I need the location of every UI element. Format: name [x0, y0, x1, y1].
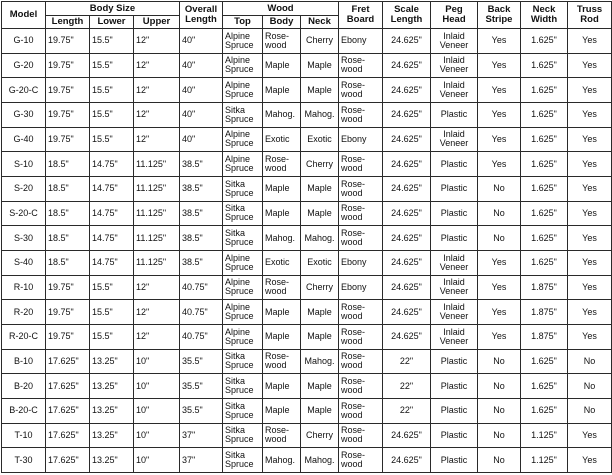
cell-body-wood: Rose- wood — [263, 152, 301, 177]
cell-peg-head: Plastic — [431, 176, 478, 201]
cell-body-wood: Rose- wood — [263, 29, 301, 54]
cell-top-wood: Alpine Spruce — [223, 300, 263, 325]
cell-scale-length: 24.625" — [383, 275, 431, 300]
cell-body-wood: Mahog. — [263, 226, 301, 251]
cell-scale-length: 22" — [383, 349, 431, 374]
cell-neck-width: 1.875" — [521, 324, 568, 349]
cell-peg-head: Plastic — [431, 374, 478, 399]
cell-neck-width: 1.625" — [521, 176, 568, 201]
cell-lower: 13.25" — [90, 423, 134, 448]
cell-back-stripe: Yes — [478, 29, 521, 54]
table-row — [2, 226, 612, 251]
cell-truss-rod: Yes — [568, 29, 612, 54]
cell-fret-board: Ebony — [339, 127, 383, 152]
cell-back-stripe: Yes — [478, 78, 521, 103]
cell-model: T-10 — [2, 423, 46, 448]
cell-body-wood: Rose- wood — [263, 423, 301, 448]
cell-fret-board: Ebony — [339, 29, 383, 54]
cell-overall-length: 38.5" — [180, 226, 223, 251]
cell-length: 19.75" — [46, 275, 90, 300]
cell-length: 18.5" — [46, 250, 90, 275]
cell-top-wood: Sitka Spruce — [223, 398, 263, 423]
cell-lower: 13.25" — [90, 374, 134, 399]
cell-fret-board: Rose- wood — [339, 201, 383, 226]
cell-truss-rod: Yes — [568, 152, 612, 177]
cell-overall-length: 40" — [180, 53, 223, 78]
cell-truss-rod: Yes — [568, 250, 612, 275]
cell-top-wood: Alpine Spruce — [223, 29, 263, 54]
cell-truss-rod: No — [568, 349, 612, 374]
cell-overall-length: 37" — [180, 423, 223, 448]
cell-back-stripe: No — [478, 226, 521, 251]
cell-body-wood: Maple — [263, 374, 301, 399]
cell-peg-head: Inlaid Veneer — [431, 78, 478, 103]
cell-scale-length: 24.625" — [383, 53, 431, 78]
header-wood: Wood — [223, 2, 339, 16]
cell-overall-length: 40" — [180, 102, 223, 127]
cell-fret-board: Ebony — [339, 250, 383, 275]
cell-fret-board: Ebony — [339, 275, 383, 300]
cell-scale-length: 24.625" — [383, 78, 431, 103]
cell-body-wood: Mahog. — [263, 448, 301, 473]
cell-top-wood: Alpine Spruce — [223, 275, 263, 300]
cell-lower: 13.25" — [90, 448, 134, 473]
cell-neck-width: 1.625" — [521, 250, 568, 275]
cell-top-wood: Sitka Spruce — [223, 226, 263, 251]
cell-lower: 15.5" — [90, 324, 134, 349]
cell-neck-wood: Maple — [301, 374, 339, 399]
cell-truss-rod: Yes — [568, 53, 612, 78]
cell-length: 19.75" — [46, 324, 90, 349]
cell-truss-rod: Yes — [568, 300, 612, 325]
cell-neck-wood: Maple — [301, 78, 339, 103]
cell-body-wood: Maple — [263, 324, 301, 349]
cell-upper: 12" — [134, 275, 180, 300]
cell-top-wood: Alpine Spruce — [223, 152, 263, 177]
cell-back-stripe: No — [478, 398, 521, 423]
cell-model: T-30 — [2, 448, 46, 473]
table-row — [2, 29, 612, 54]
cell-back-stripe: Yes — [478, 250, 521, 275]
cell-length: 17.625" — [46, 349, 90, 374]
cell-upper: 12" — [134, 53, 180, 78]
cell-truss-rod: No — [568, 374, 612, 399]
cell-neck-wood: Mahog. — [301, 102, 339, 127]
cell-model: S-20 — [2, 176, 46, 201]
cell-scale-length: 24.625" — [383, 152, 431, 177]
cell-back-stripe: No — [478, 201, 521, 226]
cell-overall-length: 38.5" — [180, 250, 223, 275]
cell-length: 18.5" — [46, 152, 90, 177]
cell-body-wood: Rose- wood — [263, 349, 301, 374]
cell-top-wood: Alpine Spruce — [223, 53, 263, 78]
cell-neck-width: 1.625" — [521, 102, 568, 127]
cell-scale-length: 24.625" — [383, 448, 431, 473]
cell-top-wood: Alpine Spruce — [223, 78, 263, 103]
cell-body-wood: Maple — [263, 398, 301, 423]
cell-model: S-20-C — [2, 201, 46, 226]
cell-model: B-20-C — [2, 398, 46, 423]
cell-upper: 11.125" — [134, 152, 180, 177]
cell-lower: 15.5" — [90, 300, 134, 325]
cell-neck-wood: Mahog. — [301, 349, 339, 374]
cell-upper: 12" — [134, 300, 180, 325]
cell-back-stripe: Yes — [478, 324, 521, 349]
cell-scale-length: 24.625" — [383, 201, 431, 226]
cell-neck-wood: Maple — [301, 176, 339, 201]
table-row — [2, 300, 612, 325]
table-row — [2, 250, 612, 275]
cell-overall-length: 38.5" — [180, 176, 223, 201]
header-neck-width: Neck Width — [521, 2, 568, 29]
header-scale-length: Scale Length — [383, 2, 431, 29]
cell-lower: 13.25" — [90, 349, 134, 374]
cell-length: 17.625" — [46, 398, 90, 423]
cell-fret-board: Rose- wood — [339, 300, 383, 325]
cell-upper: 12" — [134, 78, 180, 103]
cell-fret-board: Rose- wood — [339, 226, 383, 251]
cell-length: 19.75" — [46, 102, 90, 127]
cell-lower: 15.5" — [90, 78, 134, 103]
cell-neck-wood: Maple — [301, 300, 339, 325]
cell-body-wood: Maple — [263, 300, 301, 325]
cell-model: G-40 — [2, 127, 46, 152]
cell-peg-head: Inlaid Veneer — [431, 29, 478, 54]
cell-scale-length: 24.625" — [383, 324, 431, 349]
cell-length: 18.5" — [46, 176, 90, 201]
cell-top-wood: Alpine Spruce — [223, 250, 263, 275]
cell-neck-width: 1.875" — [521, 275, 568, 300]
cell-lower: 14.75" — [90, 201, 134, 226]
cell-lower: 14.75" — [90, 152, 134, 177]
cell-body-wood: Maple — [263, 53, 301, 78]
cell-truss-rod: Yes — [568, 201, 612, 226]
table-row — [2, 349, 612, 374]
cell-body-wood: Exotic — [263, 127, 301, 152]
header-lower: Lower — [90, 16, 134, 29]
cell-fret-board: Rose- wood — [339, 423, 383, 448]
cell-peg-head: Plastic — [431, 226, 478, 251]
cell-length: 19.75" — [46, 78, 90, 103]
cell-back-stripe: No — [478, 423, 521, 448]
cell-overall-length: 38.5" — [180, 152, 223, 177]
cell-neck-wood: Maple — [301, 398, 339, 423]
cell-neck-wood: Maple — [301, 53, 339, 78]
cell-upper: 12" — [134, 29, 180, 54]
table-row — [2, 275, 612, 300]
header-back-stripe: Back Stripe — [478, 2, 521, 29]
cell-length: 19.75" — [46, 300, 90, 325]
cell-truss-rod: Yes — [568, 324, 612, 349]
cell-fret-board: Rose- wood — [339, 176, 383, 201]
cell-overall-length: 40.75" — [180, 324, 223, 349]
cell-back-stripe: Yes — [478, 53, 521, 78]
header-row-primary — [2, 2, 612, 16]
cell-back-stripe: Yes — [478, 275, 521, 300]
cell-back-stripe: No — [478, 374, 521, 399]
cell-length: 17.625" — [46, 448, 90, 473]
cell-model: G-20 — [2, 53, 46, 78]
cell-model: R-20 — [2, 300, 46, 325]
cell-length: 17.625" — [46, 423, 90, 448]
header-overall-length: Overall Length — [180, 2, 223, 29]
cell-neck-wood: Mahog. — [301, 226, 339, 251]
cell-lower: 15.5" — [90, 127, 134, 152]
table-row — [2, 78, 612, 103]
cell-truss-rod: No — [568, 398, 612, 423]
cell-peg-head: Inlaid Veneer — [431, 300, 478, 325]
cell-upper: 11.125" — [134, 176, 180, 201]
cell-body-wood: Maple — [263, 176, 301, 201]
table-row — [2, 176, 612, 201]
cell-model: R-10 — [2, 275, 46, 300]
cell-neck-width: 1.625" — [521, 201, 568, 226]
cell-scale-length: 24.625" — [383, 226, 431, 251]
cell-length: 18.5" — [46, 201, 90, 226]
cell-truss-rod: Yes — [568, 78, 612, 103]
cell-peg-head: Plastic — [431, 102, 478, 127]
cell-top-wood: Sitka Spruce — [223, 423, 263, 448]
cell-neck-wood: Mahog. — [301, 448, 339, 473]
cell-fret-board: Rose- wood — [339, 324, 383, 349]
cell-overall-length: 37" — [180, 448, 223, 473]
cell-scale-length: 22" — [383, 398, 431, 423]
cell-top-wood: Sitka Spruce — [223, 349, 263, 374]
cell-peg-head: Plastic — [431, 448, 478, 473]
cell-fret-board: Rose- wood — [339, 152, 383, 177]
cell-truss-rod: Yes — [568, 226, 612, 251]
cell-neck-wood: Cherry — [301, 423, 339, 448]
header-fret-board: Fret Board — [339, 2, 383, 29]
header-truss-rod: Truss Rod — [568, 2, 612, 29]
cell-truss-rod: Yes — [568, 448, 612, 473]
cell-length: 19.75" — [46, 127, 90, 152]
cell-body-wood: Rose- wood — [263, 275, 301, 300]
cell-scale-length: 24.625" — [383, 102, 431, 127]
cell-scale-length: 24.625" — [383, 423, 431, 448]
cell-neck-wood: Cherry — [301, 275, 339, 300]
cell-overall-length: 35.5" — [180, 374, 223, 399]
table-row — [2, 423, 612, 448]
cell-overall-length: 40" — [180, 127, 223, 152]
cell-body-wood: Maple — [263, 201, 301, 226]
cell-neck-width: 1.625" — [521, 398, 568, 423]
cell-upper: 10" — [134, 423, 180, 448]
cell-fret-board: Rose- wood — [339, 78, 383, 103]
cell-upper: 10" — [134, 398, 180, 423]
cell-model: B-20 — [2, 374, 46, 399]
cell-upper: 10" — [134, 448, 180, 473]
cell-top-wood: Alpine Spruce — [223, 324, 263, 349]
cell-neck-wood: Maple — [301, 324, 339, 349]
cell-truss-rod: Yes — [568, 275, 612, 300]
guitar-spec-table — [1, 1, 612, 473]
cell-model: S-30 — [2, 226, 46, 251]
cell-model: S-10 — [2, 152, 46, 177]
cell-top-wood: Sitka Spruce — [223, 448, 263, 473]
cell-neck-wood: Maple — [301, 201, 339, 226]
cell-scale-length: 24.625" — [383, 250, 431, 275]
table-row — [2, 127, 612, 152]
table-header — [2, 2, 612, 29]
table-row — [2, 102, 612, 127]
cell-truss-rod: Yes — [568, 176, 612, 201]
cell-peg-head: Inlaid Veneer — [431, 275, 478, 300]
cell-neck-wood: Exotic — [301, 250, 339, 275]
cell-lower: 14.75" — [90, 176, 134, 201]
cell-peg-head: Plastic — [431, 349, 478, 374]
cell-back-stripe: Yes — [478, 102, 521, 127]
header-peg-head: Peg Head — [431, 2, 478, 29]
cell-lower: 15.5" — [90, 53, 134, 78]
cell-lower: 14.75" — [90, 250, 134, 275]
cell-upper: 10" — [134, 349, 180, 374]
header-top: Top — [223, 16, 263, 29]
cell-fret-board: Rose- wood — [339, 398, 383, 423]
table-row — [2, 374, 612, 399]
cell-body-wood: Mahog. — [263, 102, 301, 127]
cell-model: G-30 — [2, 102, 46, 127]
cell-neck-wood: Cherry — [301, 152, 339, 177]
cell-neck-width: 1.625" — [521, 152, 568, 177]
cell-neck-width: 1.625" — [521, 78, 568, 103]
cell-upper: 12" — [134, 102, 180, 127]
cell-truss-rod: Yes — [568, 102, 612, 127]
cell-length: 19.75" — [46, 53, 90, 78]
cell-overall-length: 40" — [180, 78, 223, 103]
table-body — [2, 29, 612, 473]
cell-neck-width: 1.625" — [521, 374, 568, 399]
cell-peg-head: Plastic — [431, 423, 478, 448]
cell-overall-length: 40" — [180, 29, 223, 54]
cell-fret-board: Rose- wood — [339, 102, 383, 127]
cell-peg-head: Inlaid Veneer — [431, 53, 478, 78]
cell-peg-head: Inlaid Veneer — [431, 250, 478, 275]
cell-upper: 12" — [134, 324, 180, 349]
cell-scale-length: 24.625" — [383, 300, 431, 325]
table-row — [2, 324, 612, 349]
cell-peg-head: Plastic — [431, 152, 478, 177]
cell-lower: 13.25" — [90, 398, 134, 423]
cell-overall-length: 40.75" — [180, 275, 223, 300]
cell-lower: 14.75" — [90, 226, 134, 251]
cell-model: R-20-C — [2, 324, 46, 349]
cell-scale-length: 24.625" — [383, 29, 431, 54]
cell-fret-board: Rose- wood — [339, 448, 383, 473]
cell-top-wood: Sitka Spruce — [223, 374, 263, 399]
cell-back-stripe: No — [478, 349, 521, 374]
cell-back-stripe: Yes — [478, 127, 521, 152]
cell-overall-length: 35.5" — [180, 398, 223, 423]
cell-upper: 12" — [134, 127, 180, 152]
cell-fret-board: Rose- wood — [339, 53, 383, 78]
cell-neck-width: 1.625" — [521, 127, 568, 152]
cell-top-wood: Sitka Spruce — [223, 201, 263, 226]
header-body: Body — [263, 16, 301, 29]
cell-peg-head: Plastic — [431, 201, 478, 226]
cell-back-stripe: No — [478, 176, 521, 201]
cell-neck-wood: Exotic — [301, 127, 339, 152]
cell-neck-wood: Cherry — [301, 29, 339, 54]
cell-top-wood: Sitka Spruce — [223, 102, 263, 127]
cell-back-stripe: Yes — [478, 300, 521, 325]
table-row — [2, 201, 612, 226]
cell-peg-head: Inlaid Veneer — [431, 127, 478, 152]
cell-neck-width: 1.625" — [521, 29, 568, 54]
header-upper: Upper — [134, 16, 180, 29]
cell-length: 18.5" — [46, 226, 90, 251]
table-row — [2, 152, 612, 177]
cell-model: S-40 — [2, 250, 46, 275]
cell-upper: 11.125" — [134, 250, 180, 275]
cell-scale-length: 22" — [383, 374, 431, 399]
cell-lower: 15.5" — [90, 29, 134, 54]
cell-back-stripe: Yes — [478, 152, 521, 177]
cell-upper: 11.125" — [134, 201, 180, 226]
header-model: Model — [2, 2, 46, 29]
cell-neck-width: 1.125" — [521, 423, 568, 448]
cell-length: 19.75" — [46, 29, 90, 54]
table-row — [2, 53, 612, 78]
cell-scale-length: 24.625" — [383, 127, 431, 152]
cell-neck-width: 1.625" — [521, 53, 568, 78]
cell-neck-width: 1.625" — [521, 226, 568, 251]
cell-overall-length: 38.5" — [180, 201, 223, 226]
cell-peg-head: Plastic — [431, 398, 478, 423]
header-length: Length — [46, 16, 90, 29]
cell-upper: 10" — [134, 374, 180, 399]
table-row — [2, 398, 612, 423]
cell-top-wood: Alpine Spruce — [223, 127, 263, 152]
header-neck: Neck — [301, 16, 339, 29]
cell-fret-board: Rose- wood — [339, 374, 383, 399]
cell-model: G-20-C — [2, 78, 46, 103]
cell-upper: 11.125" — [134, 226, 180, 251]
header-body-size: Body Size — [46, 2, 180, 16]
cell-fret-board: Rose- wood — [339, 349, 383, 374]
cell-overall-length: 35.5" — [180, 349, 223, 374]
cell-model: G-10 — [2, 29, 46, 54]
cell-lower: 15.5" — [90, 275, 134, 300]
cell-model: B-10 — [2, 349, 46, 374]
cell-neck-width: 1.625" — [521, 349, 568, 374]
cell-neck-width: 1.125" — [521, 448, 568, 473]
cell-truss-rod: Yes — [568, 423, 612, 448]
cell-body-wood: Exotic — [263, 250, 301, 275]
cell-neck-width: 1.875" — [521, 300, 568, 325]
cell-truss-rod: Yes — [568, 127, 612, 152]
cell-scale-length: 24.625" — [383, 176, 431, 201]
cell-overall-length: 40.75" — [180, 300, 223, 325]
table-row — [2, 448, 612, 473]
cell-body-wood: Maple — [263, 78, 301, 103]
cell-back-stripe: No — [478, 448, 521, 473]
cell-length: 17.625" — [46, 374, 90, 399]
cell-peg-head: Inlaid Veneer — [431, 324, 478, 349]
cell-lower: 15.5" — [90, 102, 134, 127]
cell-top-wood: Sitka Spruce — [223, 176, 263, 201]
